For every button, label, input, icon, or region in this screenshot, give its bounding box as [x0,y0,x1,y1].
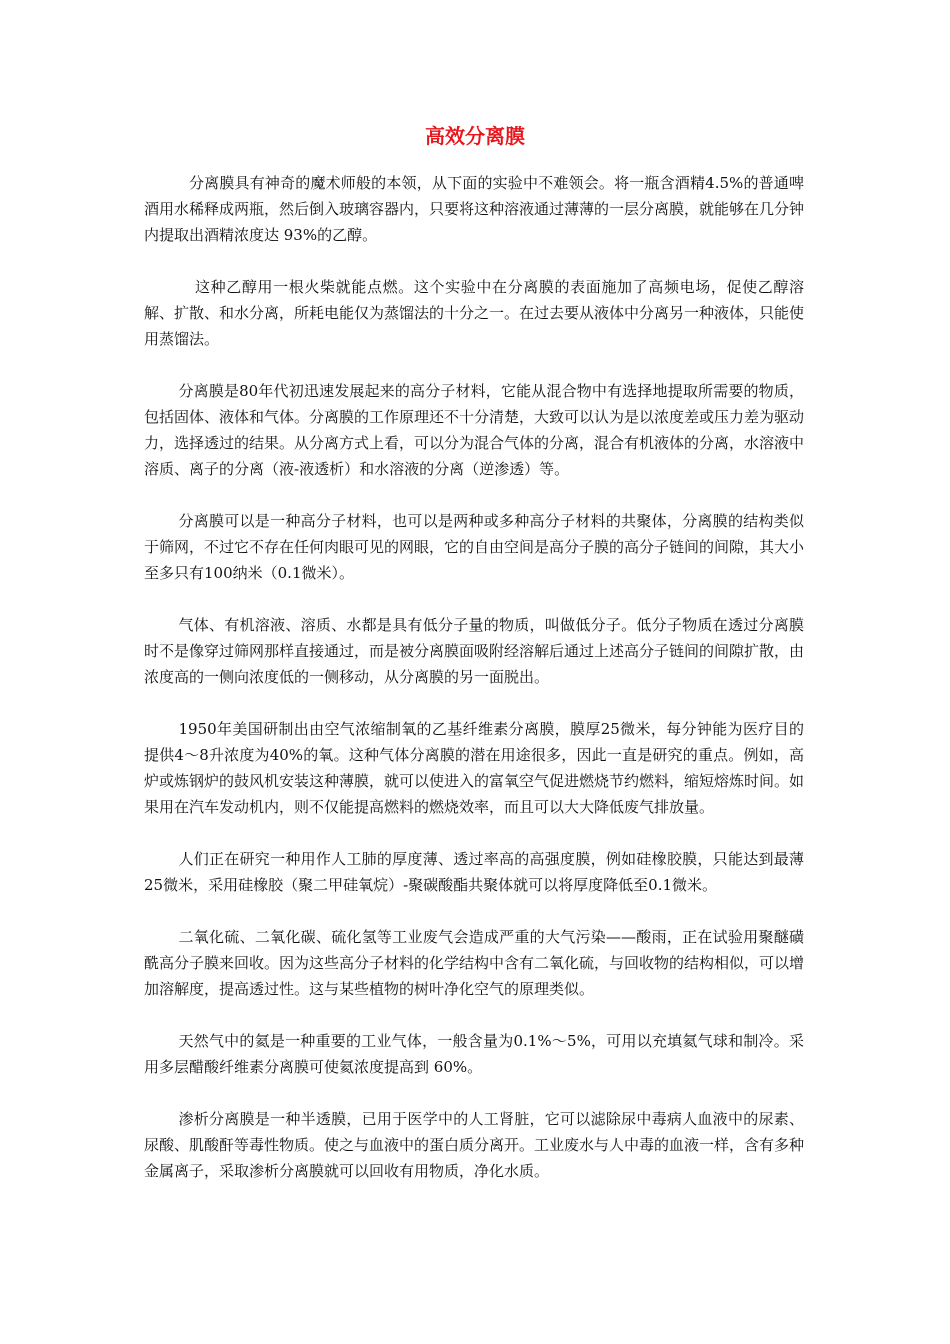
paragraph-1: 分离膜具有神奇的魔术师般的本领，从下面的实验中不难领会。将一瓶含酒精4.5%的普通啤酒用水稀释成两瓶，然后倒入玻璃容器内，只要将这种溶液通过薄薄的一层分离膜，就能够在几分钟内提取出酒精浓度达 93%的乙醇。 [144,174,805,244]
paragraph-9: 天然气中的氦是一种重要的工业气体，一般含量为0.1%～5%，可用以充填氦气球和制冷。采用多层醋酸纤维素分离膜可使氦浓度提高到 60%。 [144,1032,804,1076]
paragraph-3: 分离膜是80年代初迅速发展起来的高分子材料，它能从混合物中有选择地提取所需要的物质，包括固体、液体和气体。分离膜的工作原理还不十分清楚，大致可以认为是以浓度差或压力差为驱动力，选择透过的结果。从分离方式上看，可以分为混合气体的分离，混合有机液体的分离，水溶液中溶质、离子的分离（液-液透析）和水溶液的分离（逆渗透）等。 [144,382,805,478]
paragraph-4: 分离膜可以是一种高分子材料，也可以是两种或多种高分子材料的共聚体，分离膜的结构类似于筛网，不过它不存在任何肉眼可见的网眼，它的自由空间是高分子膜的高分子链间的间隙，其大小至多只有100纳米（0.1微米）。 [144,512,805,582]
paragraph-7: 人们正在研究一种用作人工肺的厚度薄、透过率高的高强度膜，例如硅橡胶膜，只能达到最薄25微米，采用硅橡胶（聚二甲硅氧烷）-聚碳酸酯共聚体就可以将厚度降低至0.1微米。 [144,850,804,894]
paragraph-10: 渗析分离膜是一种半透膜，已用于医学中的人工肾脏，它可以滤除尿中毒病人血液中的尿素、尿酸、肌酸酐等毒性物质。使之与血液中的蛋白质分离开。工业废水与人中毒的血液一样，含有多种金属离子，采取渗析分离膜就可以回收有用物质，净化水质。 [144,1110,805,1180]
page-title: 高效分离膜 [425,124,525,148]
paragraph-6: 1950年美国研制出由空气浓缩制氧的乙基纤维素分离膜，膜厚25微米，每分钟能为医疗目的提供4～8升浓度为40%的氧。这种气体分离膜的潜在用途很多，因此一直是研究的重点。例如，高炉或炼钢炉的鼓风机安装这种薄膜，就可以使进入的富氧空气促进燃烧节约燃料，缩短熔炼时间。如果用在汽车发动机内，则不仅能提高燃料的燃烧效率，而且可以大大降低废气排放量。 [144,720,805,816]
paragraph-5: 气体、有机溶液、溶质、水都是具有低分子量的物质，叫做低分子。低分子物质在透过分离膜时不是像穿过筛网那样直接通过，而是被分离膜面吸附经溶解后通过上述高分子链间的间隙扩散，由浓度高的一侧向浓度低的一侧移动，从分离膜的另一面脱出。 [144,616,805,686]
article-body [144,170,804,1210]
paragraph-8: 二氧化硫、二氧化碳、硫化氢等工业废气会造成严重的大气污染——酸雨，正在试验用聚醚磺酰高分子膜来回收。因为这些高分子材料的化学结构中含有二氧化硫，与回收物的结构相似，可以增加溶解度，提高透过性。这与某些植物的树叶净化空气的原理类似。 [144,928,805,998]
paragraph-2: 这种乙醇用一根火柴就能点燃。这个实验中在分离膜的表面施加了高频电场，促使乙醇溶解、扩散、和水分离，所耗电能仅为蒸馏法的十分之一。在过去要从液体中分离另一种液体，只能使用蒸馏法。 [144,278,805,348]
